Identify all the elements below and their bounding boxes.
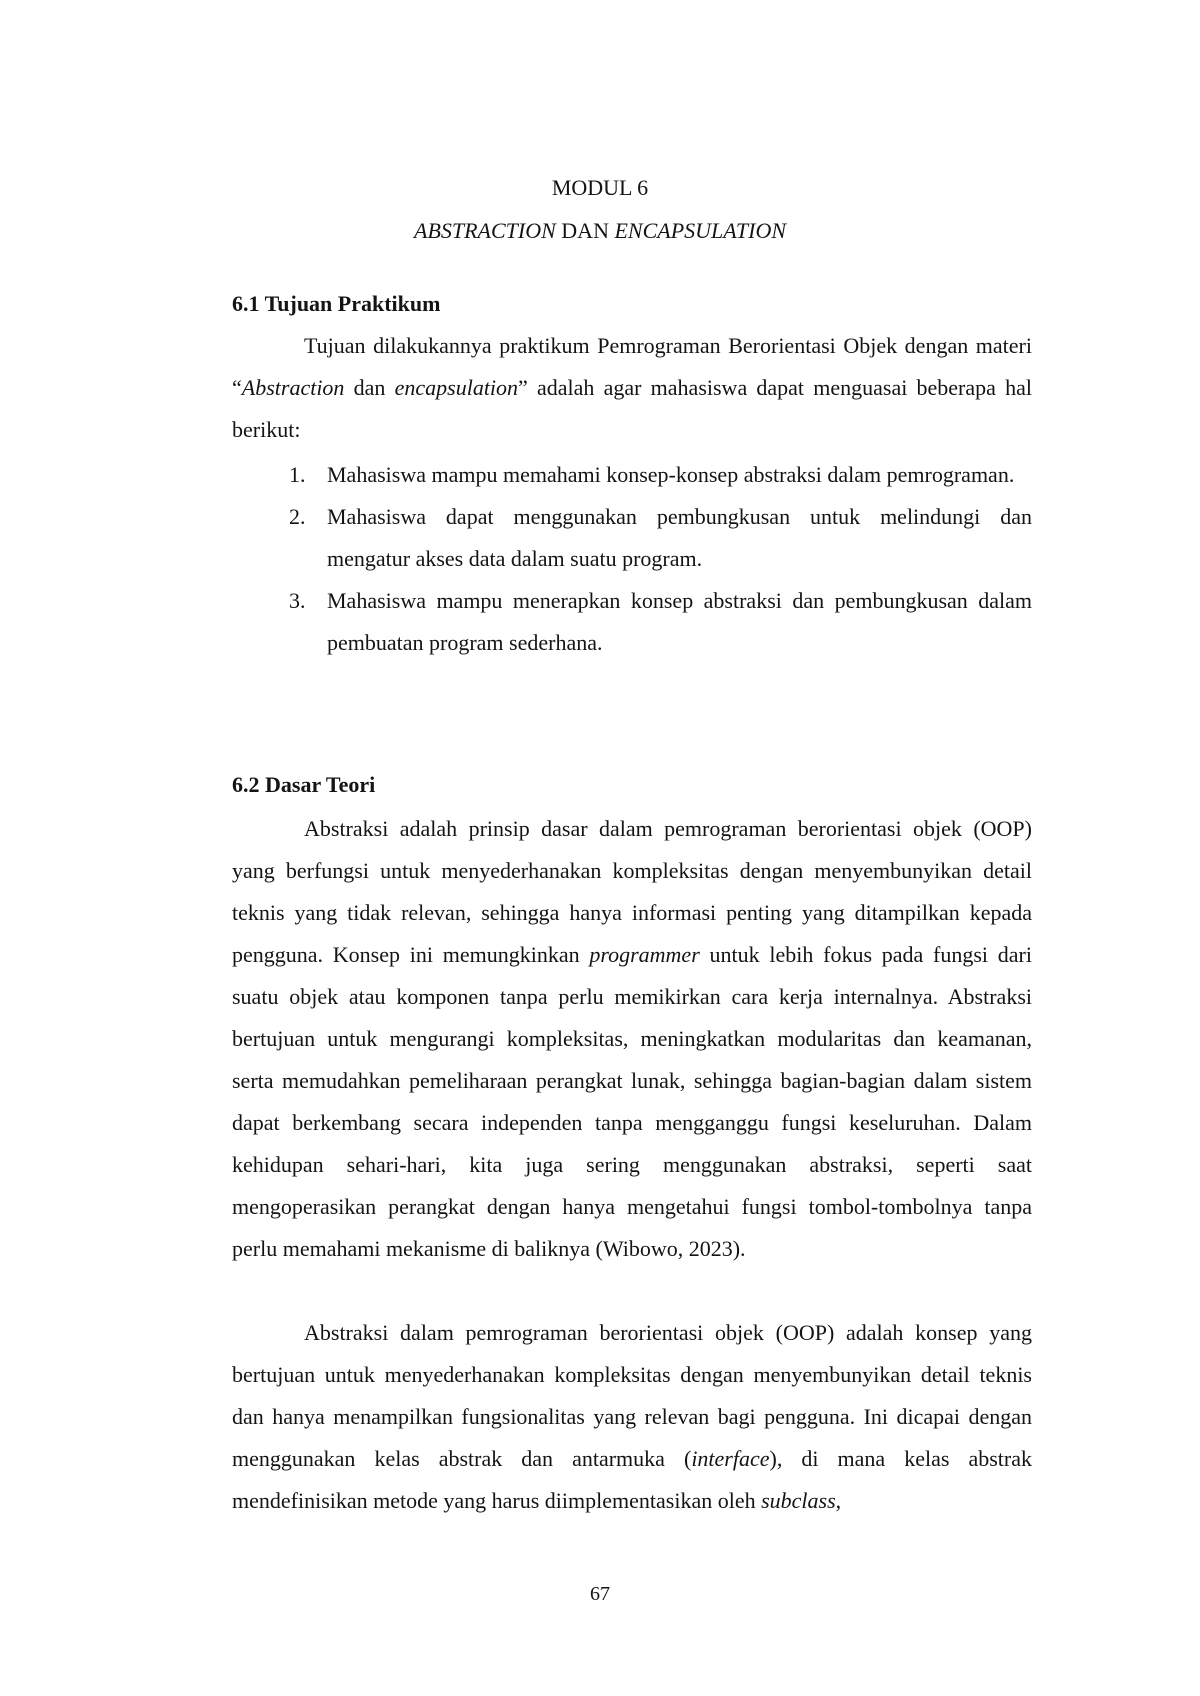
module-title xyxy=(0,216,1200,246)
list-marker: 2. xyxy=(289,504,306,529)
theory-paragraph-2 xyxy=(232,1312,1032,1522)
list-item xyxy=(232,580,1032,664)
intro-text-b: dan xyxy=(344,375,395,400)
list-item xyxy=(232,454,1032,496)
intro-italic-encapsulation: encapsulation xyxy=(394,375,519,400)
section-heading-tujuan xyxy=(232,289,440,319)
p2-text-a: Abstraksi dalam pemrograman berorientasi objek (OOP) adalah konsep yang bertujuan untuk menyederhanakan kompleksitas dengan menyembunyikan detail teknis dan hanya menampilkan fungsionalitas yang relevan bagi pengguna. Ini dicapai dengan menggunakan kelas abstrak dan antarmuka ( xyxy=(232,1320,1032,1471)
list-item-text: Mahasiswa mampu menerapkan konsep abstraksi dan pembungkusan dalam pembuatan program sederhana. xyxy=(327,588,1032,655)
p2-text-b: ), di mana kelas abstrak mendefinisikan metode yang harus diimplementasikan oleh xyxy=(232,1446,1033,1513)
section-title: Tujuan Praktikum xyxy=(264,291,441,316)
module-title-part2: ENCAPSULATION xyxy=(614,218,786,243)
intro-italic-abstraction: Abstraction xyxy=(241,375,345,400)
p1-italic-programmer: programmer xyxy=(589,942,700,967)
page-number: 67 xyxy=(590,1583,610,1605)
list-marker: 1. xyxy=(289,462,306,487)
list-item-text: Mahasiswa dapat menggunakan pembungkusan untuk melindungi dan mengatur akses data dalam suatu program. xyxy=(327,504,1032,571)
p1-text-b: untuk lebih fokus pada fungsi dari suatu objek atau komponen tanpa perlu memikirkan cara kerja internalnya. Abstraksi bertujuan untuk mengurangi kompleksitas, meningkatkan modularitas dan keamanan, serta memudahkan pemeliharaan perangkat lunak, sehingga bagian-bagian dalam sistem dapat berkembang secara independen tanpa mengganggu fungsi keseluruhan. Dalam kehidupan sehari-hari, kita juga sering menggunakan abstraksi, seperti saat mengoperasikan perangkat dengan hanya mengetahui fungsi tombol-tombolnya tanpa perlu memahami mekanisme di baliknya (Wibowo, 2023). xyxy=(232,942,1032,1261)
section-title: Dasar Teori xyxy=(265,772,376,797)
theory-paragraph-1 xyxy=(232,808,1032,1270)
module-number: MODUL 6 xyxy=(551,175,649,200)
p1-text-a: Abstraksi adalah prinsip dasar dalam pemrograman berorientasi objek (OOP) yang berfungsi untuk menyederhanakan kompleksitas dengan menyembunyikan detail teknis yang tidak relevan, sehingga hanya informasi penting yang ditampilkan kepada pengguna. Konsep ini memungkinkan xyxy=(232,816,1032,967)
objectives-list xyxy=(232,454,1032,664)
list-item xyxy=(232,496,1032,580)
intro-text-c: ” adalah agar mahasiswa dapat menguasai beberapa hal berikut: xyxy=(232,375,1032,442)
list-item-text: Mahasiswa mampu memahami konsep-konsep abstraksi dalam pemrograman. xyxy=(327,462,1015,487)
module-title-connector: DAN xyxy=(555,218,615,243)
intro-text-a: Tujuan dilakukannya praktikum Pemrograman Berorientasi Objek dengan materi “ xyxy=(232,333,1032,400)
intro-paragraph xyxy=(232,325,1032,451)
p2-text-c: , xyxy=(835,1488,842,1513)
section-number: 6.1 xyxy=(232,291,260,316)
module-title-part1: ABSTRACTION xyxy=(414,218,556,243)
p2-italic-subclass: subclass xyxy=(761,1488,836,1513)
section-number: 6.2 xyxy=(232,772,260,797)
section-heading-dasar-teori xyxy=(232,770,375,800)
p2-italic-interface: interface xyxy=(691,1446,770,1471)
list-marker: 3. xyxy=(289,588,306,613)
